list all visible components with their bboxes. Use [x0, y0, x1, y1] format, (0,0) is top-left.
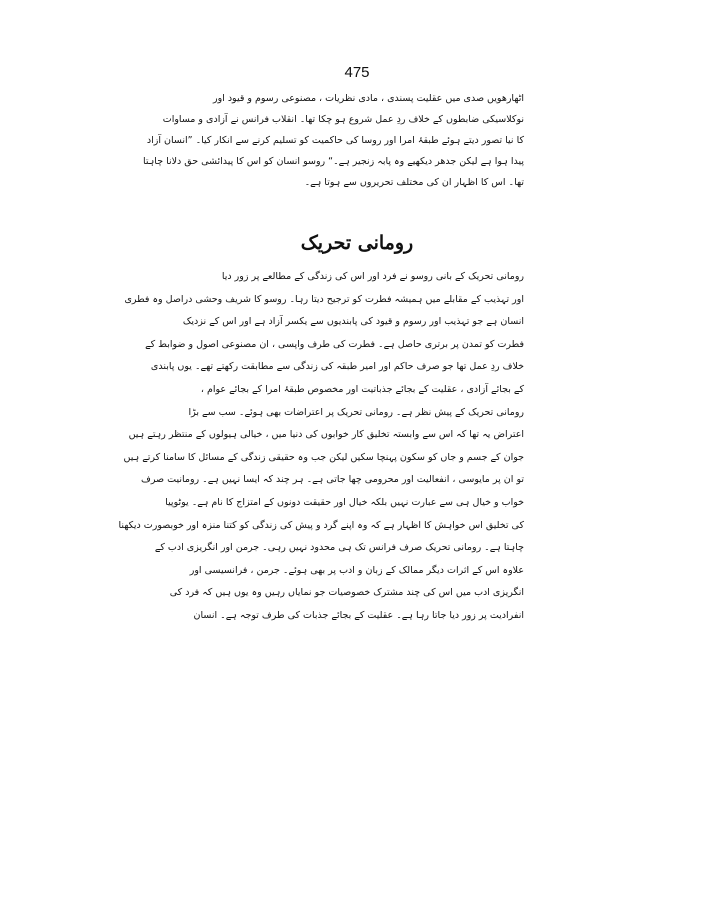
- body-line: کے بجائے آزادی ، عقلیت کے بجائے جذباتیت اور مخصوص طبقۂ امرا کے بجائے عوام ،: [200, 383, 524, 395]
- body-line: جوان کے جسم و جاں کو سکون پہنچا سکیں لیکن جب وہ حقیقی زندگی کے مسائل کا سامنا کرتے ہیں: [123, 451, 524, 463]
- body-line: رومانی تحریک کے بانی روسو نے فرد اور اس کی زندگی کے مطالعے پر زور دیا: [221, 271, 524, 282]
- intro-line: پیدا ہوا ہے لیکن جدھر دیکھیے وہ پابہ زنجیر ہے۔“ روسو انسان کو اس کا پیدائشی حق دلانا چاہتا: [142, 156, 524, 167]
- body-line: انفرادیت پر زور دیا جاتا رہا ہے۔ عقلیت کے بجائے جذبات کی طرف توجہ ہے۔ انسان: [193, 609, 524, 621]
- intro-paragraph: [142, 88, 524, 193]
- section-heading: رومانی تحریک: [300, 232, 414, 254]
- body-line: اعتراض یہ تھا کہ اس سے وابستہ تخلیق کار خوابوں کی دنیا میں ، خیالی ہیولوں کے منتظر رہتے ہیں: [128, 429, 524, 441]
- page-number: 475: [344, 64, 370, 81]
- intro-line: اٹھارھویں صدی میں عقلیت پسندی ، مادی نظریات ، مصنوعی رسوم و قیود اور: [212, 93, 524, 104]
- body-line: فطرت کو تمدن پر برتری حاصل ہے۔ فطرت کی طرف واپسی ، ان مصنوعی اصول و ضوابط کے: [145, 338, 524, 350]
- body-line: چاہتا ہے۔ رومانی تحریک صرف فرانس تک ہی محدود نہیں رہی۔ جرمن اور انگریزی ادب کے: [154, 542, 524, 554]
- body-line: انسان ہے جو تہذیب اور رسوم و قیود کی پابندیوں سے یکسر آزاد ہے اور اس کے نزدیک: [182, 316, 524, 328]
- body-line: خواب و خیال ہی سے عبارت نہیں بلکہ خیال اور حقیقت دونوں کے امتزاج کا نام ہے۔ یوٹوپیا: [165, 496, 524, 508]
- body-paragraph: [118, 266, 524, 628]
- intro-line: نوکلاسیکی ضابطوں کے خلاف ردِ عمل شروع ہو چکا تھا۔ انقلاب فرانس نے آزادی و مساوات: [162, 114, 524, 125]
- body-line: رومانی تحریک کے پیش نظر ہے۔ رومانی تحریک پر اعتراضات بھی ہوئے۔ سب سے بڑا: [188, 406, 524, 418]
- body-line: کی تخلیق اس خواہش کا اظہار ہے کہ وہ اپنے گرد و پیش کی زندگی کو کتنا منزہ اور خوبصورت دیکھنا: [118, 519, 524, 531]
- intro-line: تھا۔ اس کا اظہار ان کی مختلف تحریروں سے ہوتا ہے۔: [304, 177, 524, 188]
- body-line: خلاف ردِ عمل تھا جو صرف حاکم اور امیر طبقہ کی زندگی سے مطابقت رکھتے تھے۔ یوں پابندی: [150, 361, 524, 373]
- intro-line: کا نیا تصور دیتے ہوئے طبقۂ امرا اور روسا کی حاکمیت کو تسلیم کرنے سے انکار کیا۔ ”انسان آزاد: [146, 135, 524, 146]
- body-line: اور تہذیب کے مقابلے میں ہمیشہ فطرت کو ترجیح دیتا رہا۔ روسو کا شریف وحشی دراصل وہ فطری: [124, 293, 524, 305]
- body-line: علاوہ اس کے اثرات دیگر ممالک کے زبان و ادب پر بھی ہوئے۔ جرمن ، فرانسیسی اور: [189, 564, 524, 576]
- body-line: تو ان پر مایوسی ، انفعالیت اور محرومی چھا جاتی ہے۔ ہر چند کہ ایسا نہیں ہے۔ رومانیت صرف: [140, 474, 524, 486]
- body-line: انگریزی ادب میں اس کی چند مشترک خصوصیات جو نمایاں رہیں وہ یوں ہیں کہ فرد کی: [169, 587, 524, 599]
